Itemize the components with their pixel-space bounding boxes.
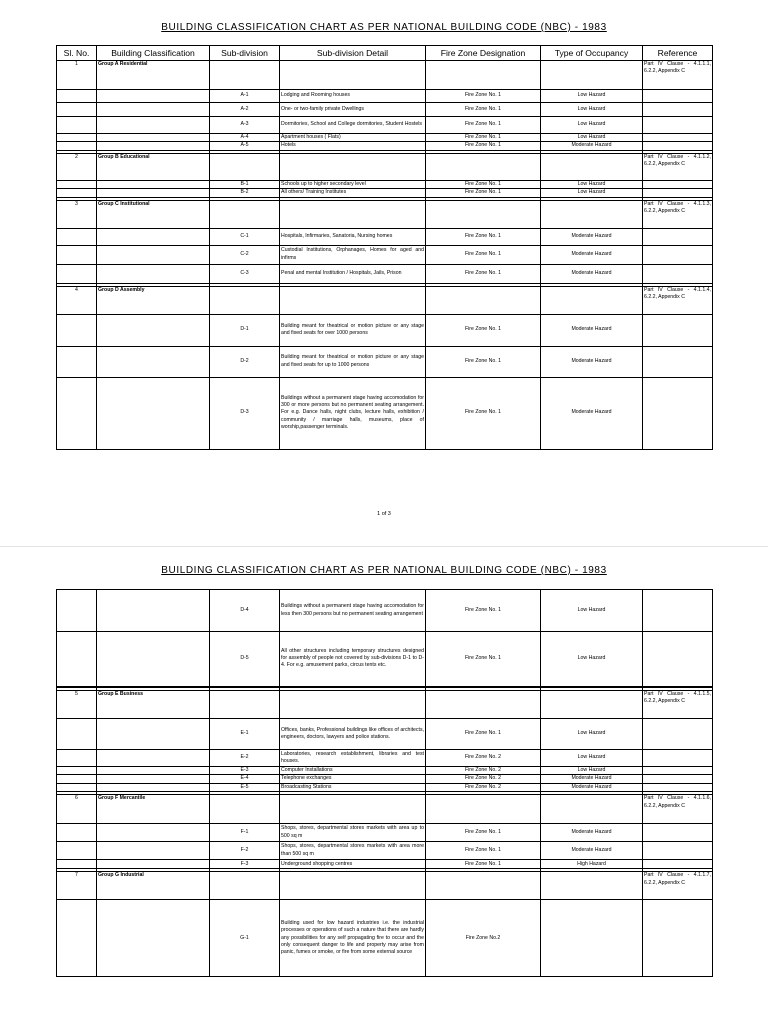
- fire-zone: Fire Zone No. 1: [426, 824, 541, 842]
- sl-no: 1: [57, 61, 97, 90]
- page-number: 1 of 3: [377, 511, 391, 517]
- sub-division-detail: Building meant for theatrical or motion picture or any stage and fixed seats for over 1000 persons: [280, 314, 426, 346]
- group-row: [57, 795, 713, 824]
- group-row: [57, 286, 713, 314]
- sub-division: A-1: [210, 90, 280, 103]
- occupancy-type: Moderate Hazard: [541, 377, 643, 449]
- sub-division-detail: Hospitals, Infirmaries, Sanatoria, Nursing homes: [280, 228, 426, 245]
- fire-zone: Fire Zone No. 1: [426, 719, 541, 750]
- table-row: [57, 377, 713, 449]
- fire-zone: Fire Zone No. 1: [426, 377, 541, 449]
- sub-division: D-2: [210, 346, 280, 377]
- page-2-title: BUILDING CLASSIFICATION CHART AS PER NATIONAL BUILDING CODE (NBC) - 1983: [161, 565, 607, 576]
- occupancy-type: Moderate Hazard: [541, 264, 643, 283]
- sub-division-detail: All other structures including temporary structures designed for assembly of people not covered by sub-divisions D-1 to D-4. For e.g. amusement parks, circus tents etc.: [280, 632, 426, 687]
- table-row: [57, 632, 713, 687]
- sub-division-detail: Broadcasting Stations: [280, 783, 426, 791]
- reference: Part IV Clause - 4.1.1.2, 6.2.2, Appendix C: [643, 153, 713, 180]
- sub-division: F-2: [210, 842, 280, 860]
- sub-division-detail: Building used for low hazard industries i.e. the industrial processes or operations of such a nature that there are hardly any possibilities for any self propagating fire to occur and the only consequent danger to life and property may arise from panic, fumes or smoke, or fire from some external source: [280, 900, 426, 977]
- sub-division: E-3: [210, 767, 280, 775]
- sub-division: C-3: [210, 264, 280, 283]
- sub-division: D-4: [210, 590, 280, 632]
- table-row: [57, 117, 713, 134]
- sub-division-detail: Dormitories, School and College dormitories, Student Hostels: [280, 117, 426, 134]
- sub-division: D-1: [210, 314, 280, 346]
- group-name: Group B Educational: [97, 153, 210, 180]
- fire-zone: Fire Zone No. 1: [426, 346, 541, 377]
- occupancy-type: Low Hazard: [541, 90, 643, 103]
- fire-zone: Fire Zone No. 1: [426, 228, 541, 245]
- table-row: [57, 134, 713, 142]
- reference: Part IV Clause - 4.1.1.7, 6.2.2, Appendix C: [643, 872, 713, 900]
- sub-division-detail: Schools up to higher secondary level: [280, 180, 426, 188]
- table-row: [57, 590, 713, 632]
- occupancy-type: Moderate Hazard: [541, 228, 643, 245]
- fire-zone: Fire Zone No. 1: [426, 860, 541, 869]
- sl-no: 2: [57, 153, 97, 180]
- sub-division-detail: Penal and mental Institution / Hospitals, Jails, Prison: [280, 264, 426, 283]
- group-row: [57, 691, 713, 719]
- sub-division-detail: Underground shopping centres: [280, 860, 426, 869]
- occupancy-type: Low Hazard: [541, 103, 643, 117]
- table-row: [57, 750, 713, 767]
- sub-division-detail: Laboratories, research establishment, libraries and test houses.: [280, 750, 426, 767]
- sub-division-detail: Shops, stores, departmental stores markets with area more than 500 sq m: [280, 842, 426, 860]
- fire-zone: Fire Zone No. 2: [426, 775, 541, 783]
- sub-division-detail: Computer Installations: [280, 767, 426, 775]
- reference: Part IV Clause - 4.1.1.4, 6.2.2, Appendix C: [643, 286, 713, 314]
- sl-no: 3: [57, 200, 97, 228]
- classification-table-page-1: [56, 45, 713, 450]
- sub-division: D-5: [210, 632, 280, 687]
- sub-division-detail: Buildings without a permanent stage having accomodation for 300 or more persons but no permanent seating arrangement. For e.g. Dance halls, night clubs, lecture halls, exhibition / community / marriage halls, museums, place of worship,passenger terminals.: [280, 377, 426, 449]
- table-row: [57, 842, 713, 860]
- header-sl-no: Sl. No.: [57, 46, 97, 61]
- table-row: [57, 346, 713, 377]
- occupancy-type: High Hazard: [541, 860, 643, 869]
- sl-no: 4: [57, 286, 97, 314]
- fire-zone: Fire Zone No. 1: [426, 590, 541, 632]
- sub-division-detail: Building meant for theatrical or motion picture or any stage and fixed seats for up to 1000 persons: [280, 346, 426, 377]
- sub-division: D-3: [210, 377, 280, 449]
- sub-division: F-3: [210, 860, 280, 869]
- sub-division-detail: Custodial Institutions, Orphanages, Homes for aged and infirms: [280, 245, 426, 264]
- fire-zone: Fire Zone No. 2: [426, 750, 541, 767]
- occupancy-type: Moderate Hazard: [541, 314, 643, 346]
- table-row: [57, 824, 713, 842]
- sub-division: G-1: [210, 900, 280, 977]
- table-row: [57, 783, 713, 791]
- fire-zone: Fire Zone No. 1: [426, 180, 541, 188]
- fire-zone: Fire Zone No. 1: [426, 245, 541, 264]
- fire-zone: Fire Zone No. 2: [426, 783, 541, 791]
- occupancy-type: Moderate Hazard: [541, 783, 643, 791]
- sub-division: E-4: [210, 775, 280, 783]
- group-row: [57, 872, 713, 900]
- fire-zone: Fire Zone No. 1: [426, 632, 541, 687]
- occupancy-type: Low Hazard: [541, 134, 643, 142]
- header-sub-division: Sub-division: [210, 46, 280, 61]
- occupancy-type: Low Hazard: [541, 750, 643, 767]
- fire-zone: Fire Zone No.2: [426, 900, 541, 977]
- sub-division-detail: Buildings without a permanent stage having accomodation for less then 300 persons but no permanent seating arrangement: [280, 590, 426, 632]
- occupancy-type: Moderate Hazard: [541, 775, 643, 783]
- fire-zone: Fire Zone No. 1: [426, 189, 541, 197]
- sub-division: C-1: [210, 228, 280, 245]
- group-name: Group F Mercantile: [97, 795, 210, 824]
- group-name: Group G Industrial: [97, 872, 210, 900]
- table-row: [57, 228, 713, 245]
- group-row: [57, 200, 713, 228]
- header-fire-zone: Fire Zone Designation: [426, 46, 541, 61]
- sub-division-detail: Shops, stores, departmental stores markets with area up to 500 sq m: [280, 824, 426, 842]
- group-row: [57, 153, 713, 180]
- sub-division: E-2: [210, 750, 280, 767]
- sub-division-detail: All others/ Training Institutes: [280, 189, 426, 197]
- fire-zone: Fire Zone No. 1: [426, 842, 541, 860]
- fire-zone: Fire Zone No. 1: [426, 314, 541, 346]
- occupancy-type: Moderate Hazard: [541, 245, 643, 264]
- occupancy-type: [541, 900, 643, 977]
- table-row: [57, 767, 713, 775]
- group-row: [57, 61, 713, 90]
- group-name: Group C Institutional: [97, 200, 210, 228]
- sub-division: B-1: [210, 180, 280, 188]
- occupancy-type: Low Hazard: [541, 767, 643, 775]
- group-name: Group E Business: [97, 691, 210, 719]
- header-reference: Reference: [643, 46, 713, 61]
- table-row: [57, 900, 713, 977]
- sub-division: C-2: [210, 245, 280, 264]
- table-row: [57, 860, 713, 869]
- table-row: [57, 775, 713, 783]
- fire-zone: Fire Zone No. 1: [426, 142, 541, 150]
- sl-no: 5: [57, 691, 97, 719]
- occupancy-type: Low Hazard: [541, 117, 643, 134]
- table-row: [57, 314, 713, 346]
- sub-division: E-1: [210, 719, 280, 750]
- sub-division: B-2: [210, 189, 280, 197]
- sub-division-detail: Offices, banks, Professional buildings like offices of architects, engineers, doctors, lawyers and police stations.: [280, 719, 426, 750]
- fire-zone: Fire Zone No. 2: [426, 767, 541, 775]
- table-row: [57, 719, 713, 750]
- page-1-title: BUILDING CLASSIFICATION CHART AS PER NATIONAL BUILDING CODE (NBC) - 1983: [161, 22, 607, 33]
- reference: Part IV Clause - 4.1.1.3, 6.2.2, Appendix C: [643, 200, 713, 228]
- sub-division: A-3: [210, 117, 280, 134]
- page-separator: [0, 546, 768, 547]
- reference: Part IV Clause - 4.1.1.6, 6.2.2, Appendix C: [643, 795, 713, 824]
- sub-division-detail: Hotels: [280, 142, 426, 150]
- sub-division-detail: Telephone exchanges: [280, 775, 426, 783]
- table-row: [57, 189, 713, 197]
- fire-zone: Fire Zone No. 1: [426, 90, 541, 103]
- fire-zone: Fire Zone No. 1: [426, 117, 541, 134]
- occupancy-type: Low Hazard: [541, 590, 643, 632]
- classification-table-page-2: [56, 589, 713, 977]
- fire-zone: Fire Zone No. 1: [426, 103, 541, 117]
- sub-division-detail: Lodging and Rooming houses: [280, 90, 426, 103]
- sl-no: 7: [57, 872, 97, 900]
- sub-division: A-2: [210, 103, 280, 117]
- occupancy-type: Moderate Hazard: [541, 346, 643, 377]
- reference: Part IV Clause - 4.1.1.1, 6.2.2, Appendix C: [643, 61, 713, 90]
- sub-division: F-1: [210, 824, 280, 842]
- table-row: [57, 245, 713, 264]
- table-row: [57, 142, 713, 150]
- occupancy-type: Low Hazard: [541, 180, 643, 188]
- sub-division: E-5: [210, 783, 280, 791]
- occupancy-type: Low Hazard: [541, 719, 643, 750]
- header-occupancy: Type of Occupancy: [541, 46, 643, 61]
- table-row: [57, 90, 713, 103]
- sub-division-detail: One- or two-family private Dwellings: [280, 103, 426, 117]
- occupancy-type: Moderate Hazard: [541, 142, 643, 150]
- sub-division-detail: Apartment houses ( Flats): [280, 134, 426, 142]
- group-name: Group D Assembly: [97, 286, 210, 314]
- sub-division: A-5: [210, 142, 280, 150]
- occupancy-type: Low Hazard: [541, 189, 643, 197]
- fire-zone: Fire Zone No. 1: [426, 264, 541, 283]
- table-row: [57, 264, 713, 283]
- header-building-classification: Building Classification: [97, 46, 210, 61]
- fire-zone: Fire Zone No. 1: [426, 134, 541, 142]
- table-row: [57, 180, 713, 188]
- reference: Part IV Clause - 4.1.1.5, 6.2.2, Appendix C: [643, 691, 713, 719]
- header-sub-division-detail: Sub-division Detail: [280, 46, 426, 61]
- occupancy-type: Moderate Hazard: [541, 842, 643, 860]
- sub-division: A-4: [210, 134, 280, 142]
- sl-no: 6: [57, 795, 97, 824]
- table-row: [57, 103, 713, 117]
- occupancy-type: Low Hazard: [541, 632, 643, 687]
- group-name: Group A Residential: [97, 61, 210, 90]
- table-header-row: [57, 46, 713, 61]
- occupancy-type: Moderate Hazard: [541, 824, 643, 842]
